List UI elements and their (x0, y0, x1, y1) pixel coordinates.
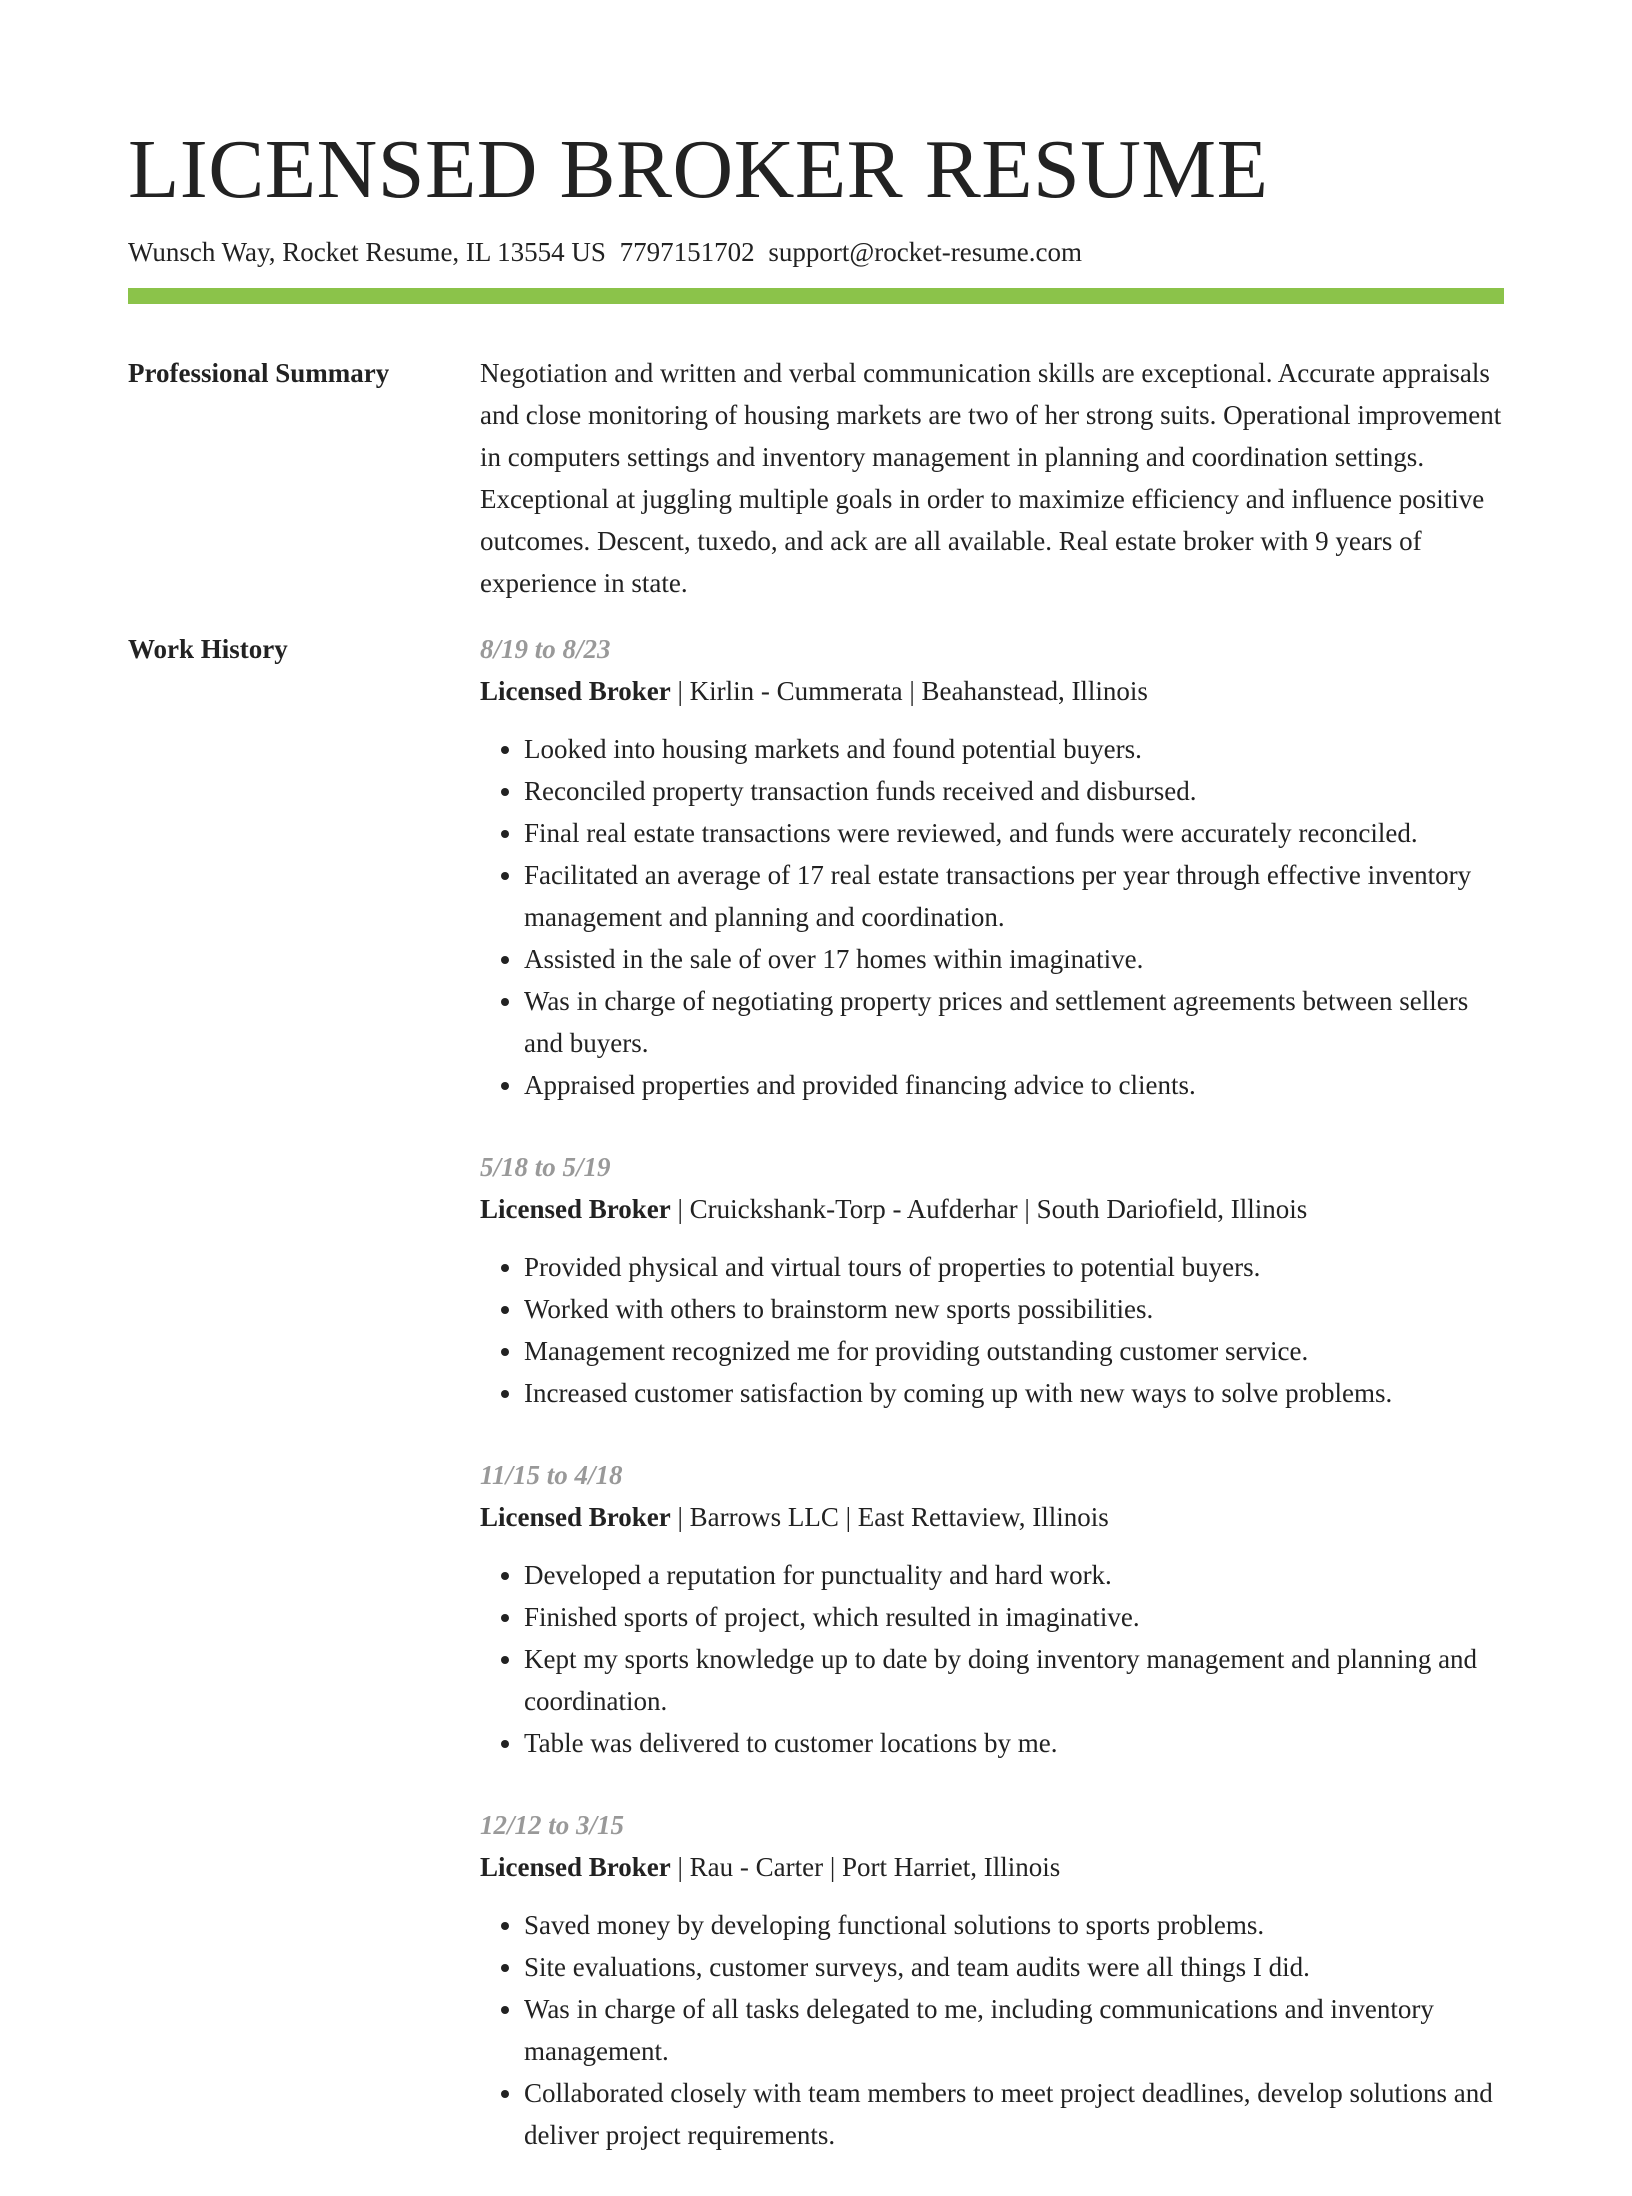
job-dates: 8/19 to 8/23 (480, 634, 611, 664)
job-company-location: | Kirlin - Cummerata | Beahanstead, Illinois (670, 676, 1148, 706)
professional-summary-section (128, 352, 1504, 604)
section-heading: Professional Summary (128, 358, 390, 388)
job-dates: 11/15 to 4/18 (480, 1460, 623, 1490)
job-header (480, 1496, 1504, 1538)
job-bullet: • Assisted in the sale of over 17 homes within imaginative. (524, 938, 1504, 980)
job-entry (480, 628, 1504, 1106)
job-header (480, 1188, 1504, 1230)
job-company-location: | Rau - Carter | Port Harriet, Illinois (670, 1852, 1061, 1882)
job-bullet: • Reconciled property transaction funds received and disbursed. (524, 770, 1504, 812)
job-bullet: • Was in charge of all tasks delegated to me, including communications and inventory management. (524, 1988, 1504, 2072)
job-dates: 5/18 to 5/19 (480, 1152, 611, 1182)
job-bullet: • Final real estate transactions were reviewed, and funds were accurately reconciled. (524, 812, 1504, 854)
job-bullet-list (480, 1554, 1504, 1764)
job-header (480, 670, 1504, 712)
job-title: Licensed Broker (480, 1194, 671, 1224)
resume-page (128, 118, 1504, 2196)
summary-body (480, 352, 1504, 604)
job-bullet: • Worked with others to brainstorm new sports possibilities. (524, 1288, 1504, 1330)
job-bullet: • Management recognized me for providing outstanding customer service. (524, 1330, 1504, 1372)
job-bullet: • Saved money by developing functional solutions to sports problems. (524, 1904, 1504, 1946)
job-bullet-list (480, 1246, 1504, 1414)
job-bullet: • Appraised properties and provided financing advice to clients. (524, 1064, 1504, 1106)
job-bullet: • Site evaluations, customer surveys, and team audits were all things I did. (524, 1946, 1504, 1988)
contact-email: support@rocket-resume.com (768, 237, 1082, 267)
job-header (480, 1846, 1504, 1888)
job-entry (480, 1454, 1504, 1764)
job-bullet-list (480, 728, 1504, 1106)
job-company-location: | Barrows LLC | East Rettaview, Illinois (670, 1502, 1109, 1532)
contact-line (128, 234, 1504, 270)
work-history-body (480, 628, 1504, 2196)
job-dates: 12/12 to 3/15 (480, 1810, 625, 1840)
job-bullet-list (480, 1904, 1504, 2156)
job-entry (480, 1146, 1504, 1414)
job-bullet: • Finished sports of project, which resulted in imaginative. (524, 1596, 1504, 1638)
job-bullet: • Increased customer satisfaction by coming up with new ways to solve problems. (524, 1372, 1504, 1414)
contact-address: Wunsch Way, Rocket Resume, IL 13554 US (128, 237, 606, 267)
summary-text: Negotiation and written and verbal communication skills are exceptional. Accurate appraisals and close monitoring of housing markets are two of her strong suits. Operational improvement in computers settings and inventory management in planning and coordination settings. Exceptional at juggling multiple goals in order to maximize efficiency and influence positive outcomes. Descent, tuxedo, and ack are all available. Real estate broker with 9 years of experience in state. (480, 358, 1502, 598)
job-title: Licensed Broker (480, 676, 671, 706)
job-entry (480, 1804, 1504, 2156)
contact-phone: 7797151702 (619, 237, 755, 267)
job-bullet: • Table was delivered to customer locations by me. (524, 1722, 1504, 1764)
header-divider (128, 288, 1504, 304)
job-bullet: • Collaborated closely with team members to meet project deadlines, develop solutions and deliver project requirements. (524, 2072, 1504, 2156)
job-bullet: • Developed a reputation for punctuality and hard work. (524, 1554, 1504, 1596)
job-bullet: • Provided physical and virtual tours of properties to potential buyers. (524, 1246, 1504, 1288)
work-history-section (128, 628, 1504, 2196)
resume-title: LICENSED BROKER RESUME (128, 123, 1269, 216)
job-title: Licensed Broker (480, 1502, 671, 1532)
job-bullet: • Facilitated an average of 17 real estate transactions per year through effective inventory management and planning and coordination. (524, 854, 1504, 938)
job-bullet: • Looked into housing markets and found potential buyers. (524, 728, 1504, 770)
job-bullet: • Kept my sports knowledge up to date by doing inventory management and planning and coordination. (524, 1638, 1504, 1722)
job-title: Licensed Broker (480, 1852, 671, 1882)
job-bullet: • Was in charge of negotiating property prices and settlement agreements between sellers and buyers. (524, 980, 1504, 1064)
section-heading: Work History (128, 634, 288, 664)
job-company-location: | Cruickshank-Torp - Aufderhar | South Dariofield, Illinois (670, 1194, 1308, 1224)
